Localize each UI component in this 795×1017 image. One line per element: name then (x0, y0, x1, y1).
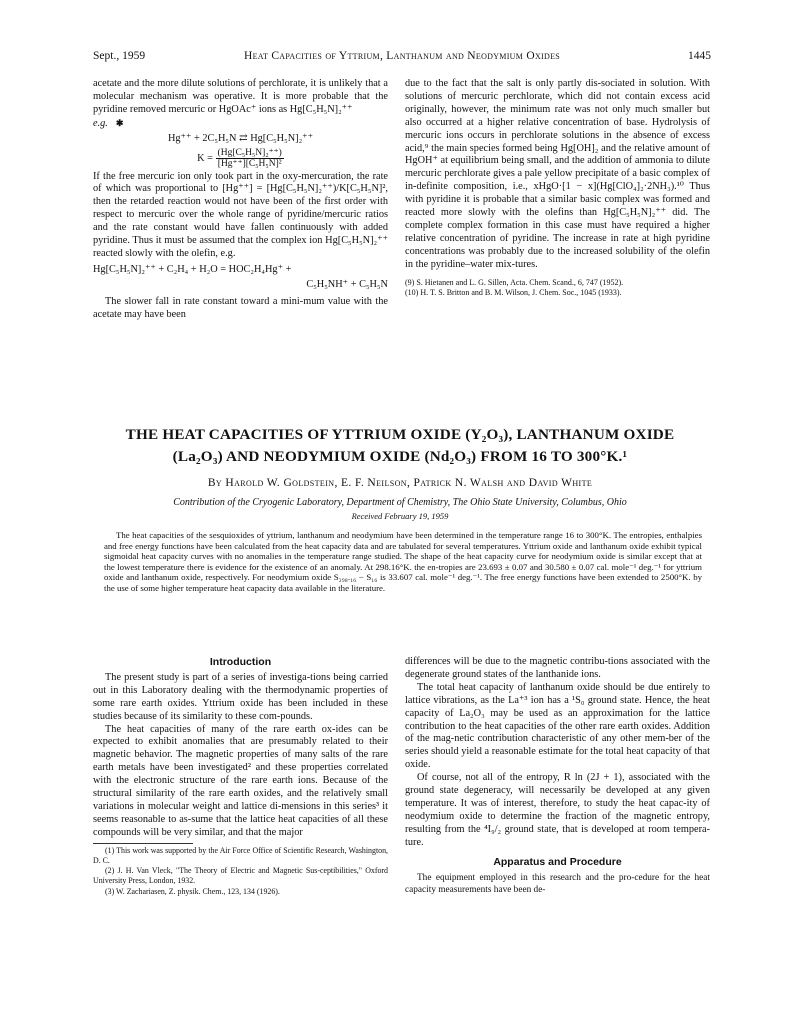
abstract: The heat capacities of the sesquioxides of yttrium, lanthanum and neodymium have been determined in the temperature range 16 to 300°K. The entropies, enthalpies and free energy functions have been calculated from the heat capacity data and are tabulated for several temperatures. Yttrium oxide and lanthanum oxide exhibit typical sigmoidal heat capacity curves with no anomalies in the temperature range studied. The shape of the heat capacity curve for neodymium oxide is similar except that at the lowest temperature there is evidence for the existence of an anomaly. At 298.16°K. the en-tropies are 23.693 ± 0.07 and 30.580 ± 0.07 cal. mole⁻¹ deg.⁻¹ for yttrium oxide and lanthanum oxide, respectively. For neodymium oxide S₂₉₈.₁₆ − S₁₆ is 33.607 cal. mole⁻¹ deg.⁻¹. The free energy functions have been extended to 2500°K. by the use of some higher temperature heat capacity data available in the literature. (104, 530, 702, 593)
reaction-equation-line-2: C₅H₅NH⁺ + C₅H₅N (306, 278, 388, 290)
footnote-divider (93, 843, 193, 844)
paragraph: Of course, not all of the entropy, R ln (2J + 1), associated with the ground state degeneracy, will necessarily be developed at any given temperature. It was of interest, therefore, to study the heat capac-ity of neodymium oxide to determine the fraction of the magnetic entropy, resulting from the ⁴I₉/₂ ground state, that is developed at room tempera-ture. (405, 772, 710, 848)
paragraph: The slower fall in rate constant toward a mini-mum value with the acetate may have been (93, 295, 388, 320)
footnote-3: (3) W. Zachariasen, Z. physik. Chem., 123, 134 (1926). (105, 886, 280, 896)
paragraph: The total heat capacity of lanthanum oxide should be due entirely to lattice vibrations, as the La⁺³ ion has a ¹S₀ ground state. Hence, the heat capacity of La₂O₃ may be used as an approximation for the lattice contribution to the heat capacities of the other rare earth oxides. Addition of the mag-netic contribution characteristic of any other mem-ber of the series should yield a reasonable estimate for the total heat capacity of that oxide. (405, 681, 710, 771)
footnote-10: (10) H. T. S. Britton and B. M. Wilson, J. Chem. Soc., 1045 (1933). (405, 287, 622, 297)
equilibrium-equation: Hg⁺⁺ + 2C₅H₅N ⇄ Hg[C₅H₅N]₂⁺⁺ (167, 132, 314, 144)
paragraph: The present study is part of a series of investiga-tions being carried out in this Laboratory dealing with the thermodynamic properties of some rare earth oxides. Yttrium oxide has been included in these studies because of its similarity to these com-pounds. (93, 671, 388, 722)
footnote-9: (9) S. Hietanen and L. G. Sillen, Acta. Chem. Scand., 6, 747 (1952). (405, 277, 624, 287)
paragraph: The heat capacities of many of the rare earth ox-ides can be expected to exhibit anomalies that are presumably related to their magnetic behavior. The magnetic properties of many salts of the rare earth metals have been investigated² and these properties correlated with the electronic structure of the rare earth ions. Because of the structural similarity of the rare earth oxides, and the relatively small variations in molecular weight and lattice di-mensions in this series³ it seems reasonable to as-sume that the lattice heat capacities of all these compounds will be very similar, and that the major (93, 723, 388, 838)
paragraph: If the free mercuric ion only took part in the oxy-mercuration, the rate of which was proportional to [Hg⁺⁺] = [Hg[C₅H₅N]₂⁺⁺)/K[C₅H₅N]², then the retarded reaction would not have been of the first order with respect to mercuric over the whole range of pyridine/mercuric ratios and the rate constant would have fallen continuously with added pyridine. Thus it must be assumed that the complex ion Hg[C₅H₅N]₂⁺⁺ reacted slowly with the olefin, e.g. (93, 170, 388, 259)
contribution-line: Contribution of the Cryogenic Laboratory, Department of Chemistry, The Ohio State University, Columbus, Ohio (173, 497, 627, 508)
ink-mark-icon: ✱ (115, 117, 124, 128)
footnote-2: (2) J. H. Van Vleck, "The Theory of Electric and Magnetic Sus-ceptibilities," Oxford University Press, London, 1932. (93, 866, 388, 886)
paragraph: acetate and the more dilute solutions of perchlorate, it is unlikely that a molecular mechanism was operative. It is more probable that the pyridine removed mercuric or HgOAc⁺ ions as Hg[C₅H₅N]₂⁺⁺ (93, 78, 388, 115)
footnote-1: (1) This work was supported by the Air Force Office of Scientific Research, Washington, D. C. (93, 845, 388, 865)
paragraph: differences will be due to the magnetic contribu-tions associated with the degenerate ground states of the lanthanide ions. (405, 656, 710, 680)
page-number: 1445 (688, 50, 711, 62)
fraction-denominator: [Hg⁺⁺][C₅H₅N]² (217, 158, 282, 169)
introduction-column (93, 656, 388, 897)
running-title: Heat Capacities of Yttrium, Lanthanum and Neodymium Oxides (243, 50, 561, 62)
article-title-line-1: THE HEAT CAPACITIES OF YTTRIUM OXIDE (Y₂O₃), LANTHANUM OXIDE (125, 426, 675, 443)
right-column (405, 656, 710, 896)
fraction-numerator: (Hg[C₅H₅N]₂⁺⁺) (217, 147, 282, 158)
previous-article-left-column (93, 78, 388, 322)
footnotes (93, 846, 388, 897)
footnotes (405, 278, 710, 298)
running-header (93, 50, 711, 66)
previous-article-right-column (405, 78, 710, 298)
authors: By Harold W. Goldstein, E. F. Neilson, Patrick N. Walsh and David White (207, 477, 593, 489)
k-label: K = (197, 152, 213, 164)
fraction (216, 148, 284, 169)
received-date: Received February 19, 1959 (351, 511, 449, 521)
article-title-line-2: (La₂O₃) AND NEODYMIUM OXIDE (Nd₂O₃) FROM 16 TO 300°K.¹ (172, 448, 628, 465)
paragraph: The equipment employed in this research and the pro-cedure for the heat capacity measurements have been de- (405, 872, 710, 895)
paragraph: due to the fact that the salt is only partly dis-sociated in solution. With solutions of mercuric perchlorate, which did not contain excess acid originally, however, the minimum rate was not only much smaller but also occurred at a higher relative concentration of base. Hydrolysis of mercuric ions occurs in perchlorate solutions in the absence of excess acid,⁹ the main species formed being Hg[OH]₂ and the relative amount of HgOH⁺ at equilibrium being small, and the addition of ammonia to dilute mercuric perchlorate gives a pale yellow precipitate of a basic complex of in-definite composition, i.e., xHgO·[1 − x](Hg[ClO₄]₂·2NH₃).¹⁰ Thus with pyridine it is probable that a similar basic complex was formed and reacted more slowly with the olefins than Hg[C₅H₅N]₂⁺⁺ did. The complete complex formation in this case must have required a higher relative concentration of pyridine. The increase in rate at high pyridine concentrations was probably due to the increased solubility of the olefin in the pyridine–water mix-tures. (405, 78, 710, 270)
introduction-heading: Introduction (209, 656, 272, 668)
equilibrium-constant-equation (93, 148, 388, 169)
eg-label: e.g. (93, 117, 108, 129)
reaction-equation-line-1: Hg[C₅H₅N]₂⁺⁺ + C₂H₄ + H₂O = HOC₂H₄Hg⁺ + (93, 263, 292, 275)
apparatus-heading: Apparatus and Procedure (493, 855, 622, 868)
issue-date: Sept., 1959 (93, 50, 146, 62)
